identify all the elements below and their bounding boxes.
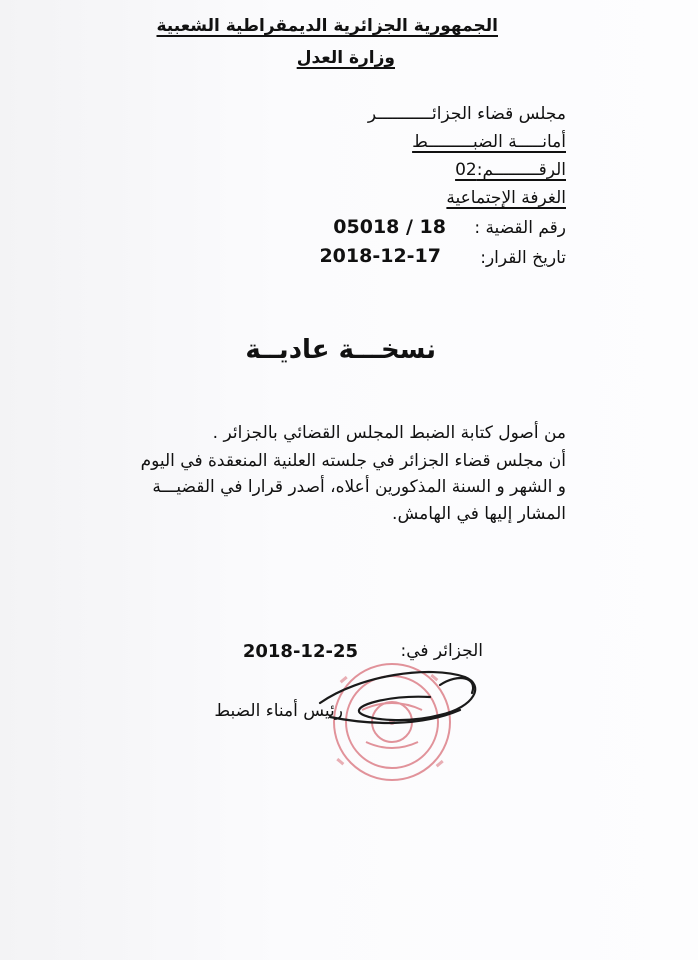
republic-heading: الجمهورية الجزائرية الديمقراطية الشعبية <box>156 16 498 36</box>
council-name: مجلس قضاء الجزائـــــــــــر <box>367 104 566 124</box>
case-number-value: 05018 / 18 <box>333 216 446 238</box>
signatory-title: رئيس أمناء الضبط <box>214 701 343 721</box>
document-title: نسخـــة عاديــة <box>245 335 436 365</box>
decision-date-label: تاريخ القرار: <box>480 248 566 268</box>
body-line-4: المشار إليها في الهامش. <box>392 504 566 524</box>
body-line-1: من أصول كتابة الضبط المجلس القضائي بالجزائر . <box>212 423 566 443</box>
ministry-heading: وزارة العدل <box>296 48 395 68</box>
handwritten-signature <box>300 655 500 745</box>
chamber-label: الغرفة الإجتماعية <box>446 188 566 208</box>
decision-date-value: 2018-12-17 <box>319 245 441 267</box>
body-line-2: أن مجلس قضاء الجزائر في جلسته العلنية المنعقدة في اليوم <box>140 451 566 471</box>
body-line-3: و الشهر و السنة المذكورين أعلاه، أصدر قرارا في القضيـــة <box>152 477 566 497</box>
case-number-label: رقم القضية : <box>474 218 566 238</box>
issue-date: 2018-12-25 <box>242 641 358 662</box>
place-label: الجزائر في: <box>400 641 483 661</box>
reference-number: الرقـــــــــم:02 <box>455 160 566 180</box>
registry-label: أمانـــــة الضبـــــــــط <box>412 132 566 152</box>
